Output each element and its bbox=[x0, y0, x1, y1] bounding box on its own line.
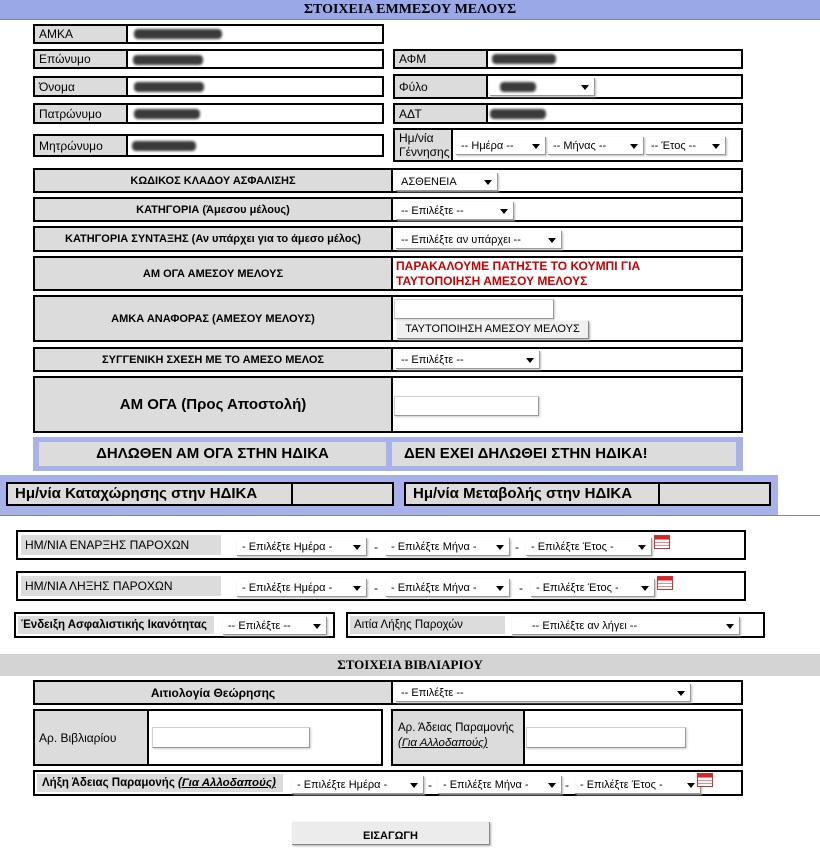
am-oga-send-cell bbox=[391, 376, 743, 433]
idika-registration-date-value bbox=[291, 482, 394, 506]
date-separator: - bbox=[565, 778, 569, 792]
relation-select[interactable]: -- Επιλέξτε -- bbox=[396, 351, 540, 369]
idika-dates-panel bbox=[0, 475, 778, 515]
redacted-value bbox=[132, 141, 196, 151]
idika-declared-value: ΔΕΝ ΕΧΕΙ ΔΗΛΩΘΕΙ ΣΤΗΝ ΗΔΙΚΑ! bbox=[392, 442, 736, 466]
chevron-down-icon bbox=[548, 783, 556, 788]
adt-label: ΑΔΤ bbox=[393, 103, 488, 124]
visa-reason-label: Αιτιολογία Θεώρησης bbox=[33, 680, 393, 705]
amka-reference-label: ΑΜΚΑ ΑΝΑΦΟΡΑΣ (ΑΜΕΣΟΥ ΜΕΛΟΥΣ) bbox=[33, 295, 393, 342]
date-separator: - bbox=[374, 581, 378, 595]
chevron-down-icon bbox=[410, 783, 418, 788]
relation-label: ΣΥΓΓΕΝΙΚΗ ΣΧΕΣΗ ΜΕ ΤΟ ΑΜΕΣΟ ΜΕΛΟΣ bbox=[33, 347, 393, 372]
redacted-value bbox=[134, 82, 204, 92]
insurance-branch-cell bbox=[391, 168, 743, 193]
surname-label: Επώνυμο bbox=[33, 49, 128, 69]
birthdate-cell bbox=[451, 128, 743, 162]
am-oga-send-label: ΑΜ ΟΓΑ (Προς Αποστολή) bbox=[33, 376, 393, 433]
father-name-label: Πατρώνυμο bbox=[33, 103, 128, 124]
section-title-indirect-member: ΣΤΟΙΧΕΙΑ ΕΜΜΕΣΟΥ ΜΕΛΟΥΣ bbox=[0, 0, 820, 20]
foreigners-note: (Για Αλλοδαπούς) bbox=[178, 777, 276, 789]
submit-button[interactable]: ΕΙΣΑΓΩΓΗ bbox=[292, 822, 490, 845]
permit-expiry-day-select[interactable]: - Επιλέξτε Ημέρα - bbox=[292, 776, 424, 794]
benefits-end-day-select[interactable]: - Επιλέξτε Ημέρα - bbox=[237, 579, 367, 597]
date-separator: - bbox=[519, 581, 523, 595]
divider bbox=[0, 515, 820, 516]
chevron-down-icon bbox=[687, 783, 695, 788]
afm-field[interactable] bbox=[486, 49, 743, 69]
chevron-down-icon bbox=[353, 545, 361, 550]
date-separator: - bbox=[374, 540, 378, 554]
amka-reference-cell bbox=[391, 295, 743, 342]
am-oga-direct-cell bbox=[391, 256, 743, 291]
redacted-value bbox=[133, 55, 203, 65]
chevron-down-icon bbox=[712, 144, 720, 149]
chevron-down-icon bbox=[353, 586, 361, 591]
section-title-booklet: ΣΤΟΙΧΕΙΑ ΒΙΒΛΙΑΡΙΟΥ bbox=[0, 654, 820, 676]
adt-field[interactable] bbox=[486, 103, 743, 124]
residence-permit-label-cell bbox=[391, 709, 525, 766]
calendar-icon[interactable] bbox=[654, 535, 670, 549]
booklet-number-cell bbox=[147, 709, 383, 766]
chevron-down-icon bbox=[532, 144, 540, 149]
benefits-start-label: ΗΜ/ΝΙΑ ΕΝΑΡΞΗΣ ΠΑΡΟΧΩΝ bbox=[21, 535, 221, 555]
chevron-down-icon bbox=[641, 586, 649, 591]
benefits-start-month-select[interactable]: - Επιλέξτε Μήνα - bbox=[386, 538, 510, 556]
idika-declared-label: ΔΗΛΩΘΕΝ ΑΜ ΟΓΑ ΣΤΗΝ ΗΔΙΚΑ bbox=[39, 442, 386, 466]
residence-permit-input[interactable] bbox=[526, 727, 686, 748]
birth-year-select[interactable]: -- Έτος -- bbox=[646, 137, 726, 155]
date-separator: - bbox=[515, 540, 519, 554]
identify-warning: ΠΑΡΑΚΑΛΟΥΜΕ ΠΑΤΗΣΤΕ ΤΟ ΚΟΥΜΠΙ ΓΙΑ ΤΑΥΤΟΠΟΙΗΣΗ ΑΜΕΣΟΥ ΜΕΛΟΥΣ bbox=[396, 259, 641, 288]
chevron-down-icon bbox=[630, 144, 638, 149]
father-name-field[interactable] bbox=[126, 103, 384, 124]
capacity-select[interactable]: -- Επιλέξτε -- bbox=[223, 617, 327, 635]
redacted-value bbox=[134, 29, 222, 39]
end-reason-row bbox=[346, 612, 765, 638]
permit-expiry-row bbox=[33, 770, 743, 796]
chevron-down-icon bbox=[581, 85, 589, 90]
category-cell bbox=[391, 197, 743, 222]
redacted-value bbox=[492, 54, 556, 64]
booklet-number-label: Αρ. Βιβλιαρίου bbox=[33, 709, 149, 766]
visa-reason-cell bbox=[391, 680, 743, 705]
date-separator: - bbox=[428, 778, 432, 792]
pension-category-cell bbox=[391, 226, 743, 252]
category-label: ΚΑΤΗΓΟΡΙΑ (Άμεσου μέλους) bbox=[33, 197, 393, 222]
chevron-down-icon bbox=[726, 624, 734, 629]
calendar-icon[interactable] bbox=[657, 576, 673, 590]
amka-label: ΑΜΚΑ bbox=[33, 24, 128, 44]
permit-expiry-month-select[interactable]: - Επιλέξτε Μήνα - bbox=[438, 776, 562, 794]
gender-label: Φύλο bbox=[393, 74, 488, 99]
chevron-down-icon bbox=[526, 358, 534, 363]
amka-reference-input[interactable] bbox=[394, 299, 554, 319]
chevron-down-icon bbox=[484, 180, 492, 185]
gender-select[interactable] bbox=[490, 78, 595, 96]
redacted-value bbox=[500, 82, 536, 92]
visa-reason-select[interactable]: -- Επιλέξτε -- bbox=[396, 684, 691, 702]
chevron-down-icon bbox=[496, 586, 504, 591]
gender-cell bbox=[486, 74, 743, 99]
benefits-start-day-select[interactable]: - Επιλέξτε Ημέρα - bbox=[237, 538, 367, 556]
birth-day-select[interactable]: -- Ημέρα -- bbox=[456, 137, 546, 155]
benefits-end-month-select[interactable]: - Επιλέξτε Μήνα - bbox=[386, 579, 510, 597]
chevron-down-icon bbox=[677, 691, 685, 696]
benefits-start-year-select[interactable]: - Επιλέξτε Έτος - bbox=[526, 538, 652, 556]
redacted-value bbox=[134, 109, 200, 119]
chevron-down-icon bbox=[548, 238, 556, 243]
benefits-start-row bbox=[16, 530, 746, 560]
category-select[interactable]: -- Επιλέξτε -- bbox=[396, 202, 514, 220]
insurance-branch-select[interactable]: ΑΣΘΕΝΕΙΑ bbox=[396, 173, 498, 191]
end-reason-select[interactable]: -- Επιλέξτε αν λήγει -- bbox=[512, 617, 740, 635]
relation-cell bbox=[391, 347, 743, 372]
foreigners-note: (Για Αλλοδαπούς) bbox=[398, 737, 488, 749]
chevron-down-icon bbox=[313, 624, 321, 629]
capacity-row bbox=[14, 612, 335, 638]
booklet-number-input[interactable] bbox=[152, 727, 310, 748]
idika-declared-panel bbox=[33, 437, 743, 471]
end-reason-label: Αιτία Λήξης Παροχών bbox=[350, 616, 505, 634]
residence-permit-cell bbox=[523, 709, 743, 766]
birthdate-label: Ημ/νία Γέννησης bbox=[393, 128, 453, 162]
pension-category-label: ΚΑΤΗΓΟΡΙΑ ΣΥΝΤΑΞΗΣ (Αν υπάρχει για το άμεσο μέλος) bbox=[33, 226, 393, 252]
capacity-label: Ένδειξη Ασφαλιστικής Ικανότητας bbox=[18, 616, 214, 634]
redacted-value bbox=[490, 109, 546, 119]
benefits-end-label: ΗΜ/ΝΙΑ ΛΗΞΗΣ ΠΑΡΟΧΩΝ bbox=[21, 576, 221, 596]
name-label: Όνομα bbox=[33, 76, 128, 97]
permit-expiry-label: Λήξη Άδειας Παραμονής (Για Αλλοδαπούς) bbox=[37, 774, 283, 792]
benefits-end-year-select[interactable]: - Επιλέξτε Έτος - bbox=[531, 579, 655, 597]
amka-field[interactable] bbox=[126, 24, 384, 44]
permit-expiry-year-select[interactable]: - Επιλέξτε Έτος - bbox=[575, 776, 701, 794]
mother-name-label: Μητρώνυμο bbox=[33, 134, 128, 157]
identify-direct-member-button[interactable]: ΤΑΥΤΟΠΟΙΗΣΗ ΑΜΕΣΟΥ ΜΕΛΟΥΣ bbox=[397, 321, 589, 339]
chevron-down-icon bbox=[496, 545, 504, 550]
insurance-branch-label: ΚΩΔΙΚΟΣ ΚΛΑΔΟΥ ΑΣΦΑΛΙΣΗΣ bbox=[33, 168, 393, 193]
benefits-end-row bbox=[16, 571, 746, 601]
residence-permit-label: Αρ. Άδειας Παραμονής bbox=[398, 722, 514, 734]
calendar-icon[interactable] bbox=[697, 773, 713, 787]
idika-registration-date-label: Ημ/νία Καταχώρησης στην ΗΔΙΚΑ bbox=[6, 482, 293, 506]
idika-change-date-label: Ημ/νία Μεταβολής στην ΗΔΙΚΑ bbox=[404, 482, 660, 506]
afm-label: ΑΦΜ bbox=[393, 49, 488, 69]
surname-field[interactable] bbox=[126, 49, 384, 69]
name-field[interactable] bbox=[126, 76, 384, 97]
mother-name-field[interactable] bbox=[126, 134, 384, 157]
am-oga-direct-label: ΑΜ ΟΓΑ ΑΜΕΣΟΥ ΜΕΛΟΥΣ bbox=[33, 256, 393, 291]
pension-category-select[interactable]: -- Επιλέξτε αν υπάρχει -- bbox=[396, 231, 562, 249]
birth-month-select[interactable]: -- Μήνας -- bbox=[548, 137, 644, 155]
chevron-down-icon bbox=[500, 209, 508, 214]
idika-change-date-value bbox=[658, 482, 771, 506]
am-oga-send-input[interactable] bbox=[394, 396, 539, 416]
chevron-down-icon bbox=[638, 545, 646, 550]
